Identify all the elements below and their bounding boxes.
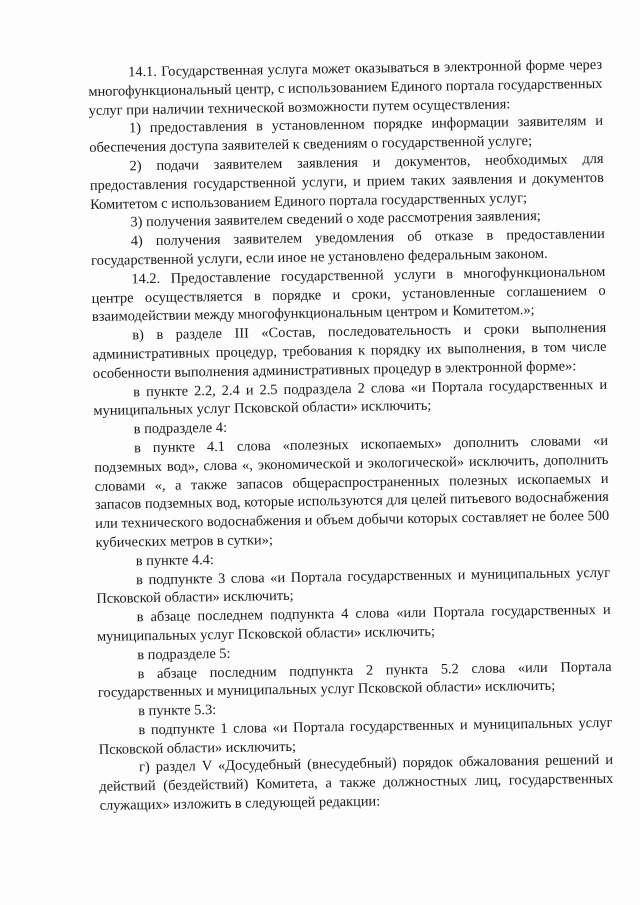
paragraph-g-section-v: г) раздел V «Досудебный (внесудебный) порядок обжалования решений и действий (бездействий) Комитета, а также должностных лиц, государственных служащих» изложить в следующей редакции: [99, 752, 614, 814]
paragraph-points-2-2: в пункте 2.2, 2.4 и 2.5 подраздела 2 слова «и Портала государственных и муниципальных услуг Псковской области» исключить; [93, 376, 608, 420]
paragraph-point-5-2: в абзаце последним подпункта 2 пункта 5.2 слова «или Портала государственных и муниципальных услуг Псковской области» исключить; [97, 658, 612, 702]
paragraph-item-3: 3) получения заявителем сведений о ходе рассмотрения заявления; [130, 208, 541, 231]
paragraph-point-5-3: в пункте 5.3: [138, 702, 217, 720]
paragraph-item-2: 2) подачи заявителем заявления и документов, необходимых для предоставления государственной услуги, и прием таких заявления и документов Комитетом с использованием Единого портала государственных услуг; [89, 150, 604, 213]
paragraph-subpoint-4: в абзаце последнем подпункта 4 слова «или Портала государственных и муниципальных услуг Псковской области» исключить; [96, 601, 611, 645]
document-body [88, 56, 614, 816]
paragraph-item-4: 4) получения заявителем уведомления об отказе в предоставлении государственной услуги, если иное не установлено федеральным законом. [90, 226, 605, 269]
paragraph-subpoint-1: в подпункте 1 слова «и Портала государственных и муниципальных услуг Псковской области» исключить; [98, 714, 613, 758]
paragraph-subpoint-3: в подпункте 3 слова «и Портала государственных и муниципальных услуг Псковской области» исключить; [96, 564, 611, 608]
paragraph-14-2: 14.2. Предоставление государственной услуги в многофункциональном центре осуществляется в порядке и сроки, установленные соглашением о взаимодействии между многофункциональным центром и Комитетом.»; [91, 263, 606, 326]
paragraph-item-1: 1) предоставления в установленном порядке информации заявителям и обеспечения доступа заявителей к сведениям о государственной услуге; [89, 113, 604, 157]
paragraph-point-4-4: в пункте 4.4: [135, 551, 214, 570]
paragraph-subsection-4: в подразделе 4: [133, 420, 228, 438]
paragraph-point-4-1: в пункте 4.1 слова «полезных ископаемых» дополнить словами «и подземных вод», слова «, экономической и экологической» исключить, дополнить словами «, а также запасов общераспространенных полезных ископаемых и запасов подземных вод, которые используются для целей питьевого водоснабжения или технического водоснабжения и объем добычи которых составляет не более 500 кубических метров в сутки»; [94, 432, 610, 551]
paragraph-v-section-iii: в) в разделе III «Состав, последовательность и сроки выполнения административных процедур, требования к порядку их выполнения, в том числе особенности выполнения административных процедур в электронной форме»: [92, 320, 607, 382]
paragraph-subsection-5: в подразделе 5: [137, 645, 231, 664]
paragraph-14-1: 14.1. Государственная услуга может оказываться в электронной форме через многофункциональный центр, с использованием Единого портала государственных услуг при наличии технической возможности путем осуществления: [88, 56, 603, 119]
